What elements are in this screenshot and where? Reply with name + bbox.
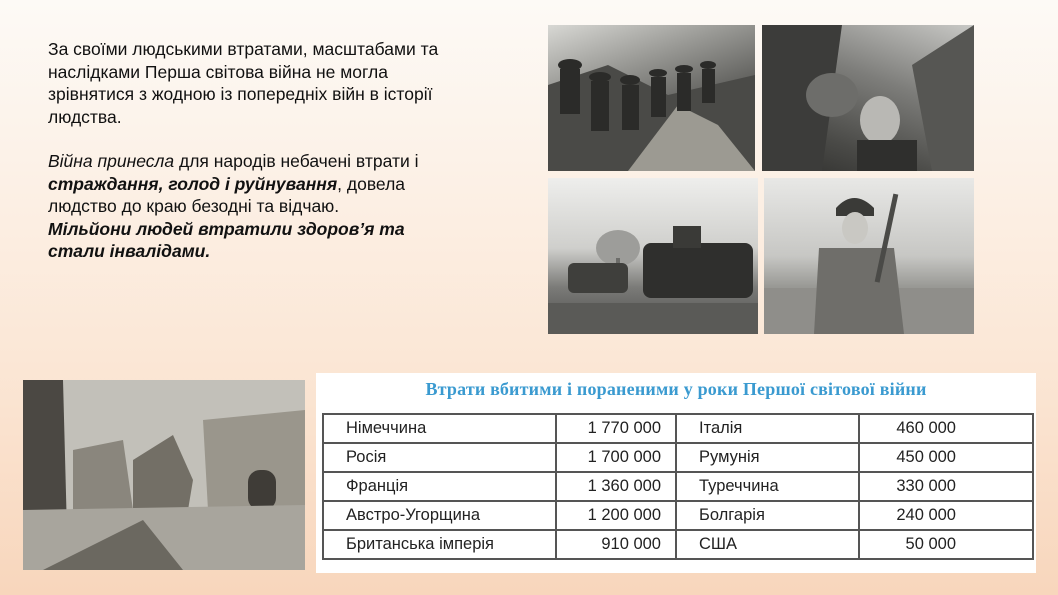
- losses-cell: 240 000: [859, 501, 1033, 530]
- table-row: [323, 443, 1033, 472]
- photo-trench-soldiers: [548, 25, 755, 171]
- losses-table: [322, 413, 1034, 560]
- plain-phrase-1: для народів небачені втрати і: [174, 151, 419, 171]
- table-row: [323, 414, 1033, 443]
- italic-phrase: Війна принесла: [48, 151, 175, 171]
- wounded-illustration: [762, 25, 974, 171]
- table-title: Втрати вбитими і пораненими у роки Першої світової війни: [425, 379, 927, 399]
- losses-cell: 910 000: [556, 530, 676, 559]
- photo-wounded-soldier: [762, 25, 974, 171]
- losses-table-panel: [316, 373, 1036, 573]
- losses-cell: 1 770 000: [556, 414, 676, 443]
- soldier-illustration: [764, 178, 974, 334]
- losses-cell: 450 000: [859, 443, 1033, 472]
- country-cell: Болгарія: [676, 501, 859, 530]
- ruins-illustration: [23, 380, 305, 570]
- bold-phrase: страждання, голод і руйнування: [48, 173, 338, 194]
- country-cell: Росія: [323, 443, 556, 472]
- plain-phrase-2: , довела людство до краю безодні та відчаю.: [48, 173, 406, 216]
- losses-cell: 1 700 000: [556, 443, 676, 472]
- country-cell: Румунія: [676, 443, 859, 472]
- table-row: [323, 501, 1033, 530]
- country-cell: Туреччина: [676, 472, 859, 501]
- photo-soldier-helmet: [764, 178, 974, 334]
- tanks-illustration: [548, 178, 758, 334]
- country-cell: Італія: [676, 414, 859, 443]
- table-row: [323, 530, 1033, 559]
- losses-cell: 1 360 000: [556, 472, 676, 501]
- country-cell: США: [676, 530, 859, 559]
- country-cell: Німеччина: [323, 414, 556, 443]
- paragraph-disabled: Мільйони людей втратили здоров’я та стали інвалідами.: [48, 218, 405, 261]
- losses-cell: 1 200 000: [556, 501, 676, 530]
- table-row: [323, 472, 1033, 501]
- trench-illustration: [548, 25, 755, 171]
- paragraph-war-suffering: [48, 150, 458, 218]
- country-cell: Австро-Угорщина: [323, 501, 556, 530]
- paragraph-war-scale: За своїми людськими втратами, масштабами та наслідками Перша світова війна не могла зрівнятися з жодною із попередніх війн в історії людства.: [48, 39, 439, 127]
- losses-cell: 330 000: [859, 472, 1033, 501]
- text-block: [48, 38, 458, 263]
- country-cell: Британська імперія: [323, 530, 556, 559]
- photo-tanks: [548, 178, 758, 334]
- country-cell: Франція: [323, 472, 556, 501]
- losses-cell: 460 000: [859, 414, 1033, 443]
- losses-cell: 50 000: [859, 530, 1033, 559]
- photo-ruined-street: [23, 380, 305, 570]
